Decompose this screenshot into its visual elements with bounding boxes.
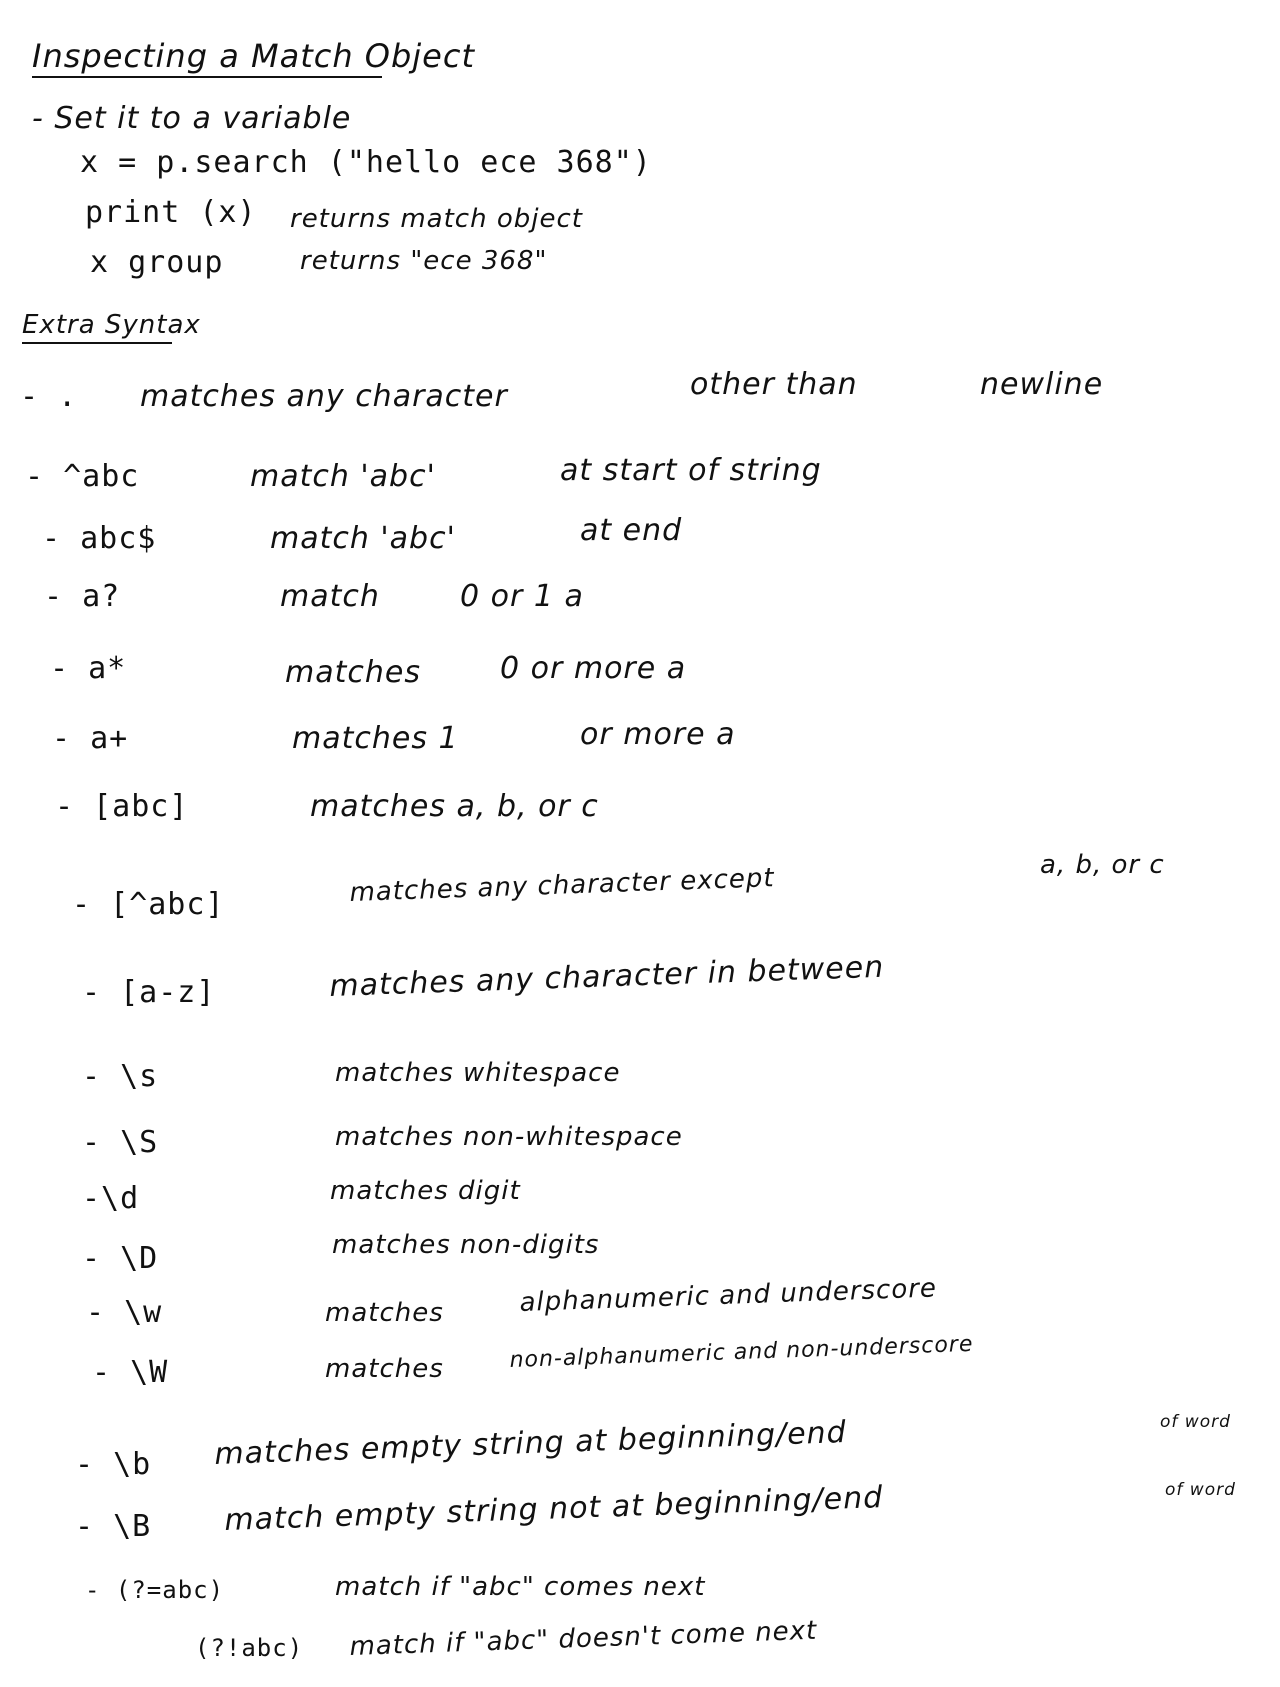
syntax-desc: non-alphanumeric and non-underscore: [509, 1331, 974, 1373]
note-returns-match-object: returns match object: [290, 204, 583, 234]
syntax-desc: match if "abc" comes next: [335, 1572, 706, 1602]
syntax-symbol: - \w: [86, 1295, 163, 1330]
syntax-desc: matches non-whitespace: [335, 1122, 683, 1152]
syntax-symbol: - .: [20, 379, 78, 414]
syntax-symbol: - a+: [52, 721, 129, 756]
syntax-desc: match if "abc" doesn't come next: [349, 1615, 818, 1662]
syntax-desc: matches a, b, or c: [310, 789, 599, 824]
syntax-symbol: - (?=abc): [85, 1576, 225, 1604]
syntax-symbol: (?!abc): [195, 1634, 304, 1662]
syntax-desc: match 'abc': [250, 459, 436, 494]
code-line-print: print (x): [85, 195, 257, 230]
syntax-desc: matches: [325, 1354, 444, 1384]
syntax-symbol: - \B: [75, 1509, 152, 1544]
syntax-desc: match empty string not at beginning/end: [223, 1480, 884, 1538]
syntax-desc: a, b, or c: [1040, 850, 1165, 880]
syntax-desc: matches any character: [140, 379, 508, 414]
syntax-desc: of word: [1160, 1412, 1231, 1432]
syntax-desc: of word: [1165, 1480, 1236, 1500]
syntax-desc: matches: [325, 1298, 444, 1328]
syntax-symbol: - ^abc: [25, 459, 140, 494]
syntax-symbol: - a*: [50, 651, 127, 686]
section-heading-extra-syntax: Extra Syntax: [22, 312, 172, 344]
syntax-desc: match 'abc': [270, 521, 456, 556]
code-line-group: x group: [90, 245, 224, 280]
syntax-desc: matches non-digits: [332, 1230, 600, 1260]
syntax-symbol: -\d: [82, 1181, 140, 1216]
syntax-desc: matches: [285, 655, 421, 690]
syntax-desc: matches any character in between: [328, 949, 885, 1004]
section-heading-match-object: Inspecting a Match Object: [32, 40, 382, 78]
syntax-symbol: - \W: [92, 1355, 169, 1390]
syntax-desc: other than: [690, 367, 858, 402]
syntax-desc: or more a: [580, 717, 736, 752]
syntax-symbol: - \S: [82, 1125, 159, 1160]
syntax-symbol: - [abc]: [55, 789, 189, 824]
syntax-desc: at start of string: [560, 453, 822, 488]
syntax-desc: matches 1: [292, 721, 459, 756]
syntax-symbol: - a?: [44, 579, 121, 614]
code-line-search: x = p.search ("hello ece 368"): [80, 145, 652, 180]
note-returns-ece368: returns "ece 368": [300, 246, 548, 276]
syntax-symbol: - abc$: [42, 521, 157, 556]
syntax-desc: matches digit: [330, 1176, 521, 1206]
bullet-set-variable: - Set it to a variable: [32, 101, 352, 136]
syntax-desc: alphanumeric and underscore: [519, 1273, 938, 1318]
syntax-desc: match: [280, 579, 380, 614]
syntax-desc: matches whitespace: [335, 1058, 621, 1088]
syntax-desc: matches any character except: [349, 863, 776, 908]
syntax-symbol: - \D: [82, 1241, 159, 1276]
syntax-desc: 0 or 1 a: [460, 579, 584, 614]
syntax-desc: 0 or more a: [500, 651, 687, 686]
syntax-desc: matches empty string at beginning/end: [213, 1414, 848, 1472]
syntax-symbol: - [a-z]: [82, 975, 216, 1010]
syntax-symbol: - [^abc]: [72, 887, 225, 922]
syntax-symbol: - \s: [82, 1059, 159, 1094]
syntax-desc: at end: [580, 513, 683, 548]
syntax-desc: newline: [980, 367, 1104, 402]
syntax-symbol: - \b: [75, 1447, 152, 1482]
